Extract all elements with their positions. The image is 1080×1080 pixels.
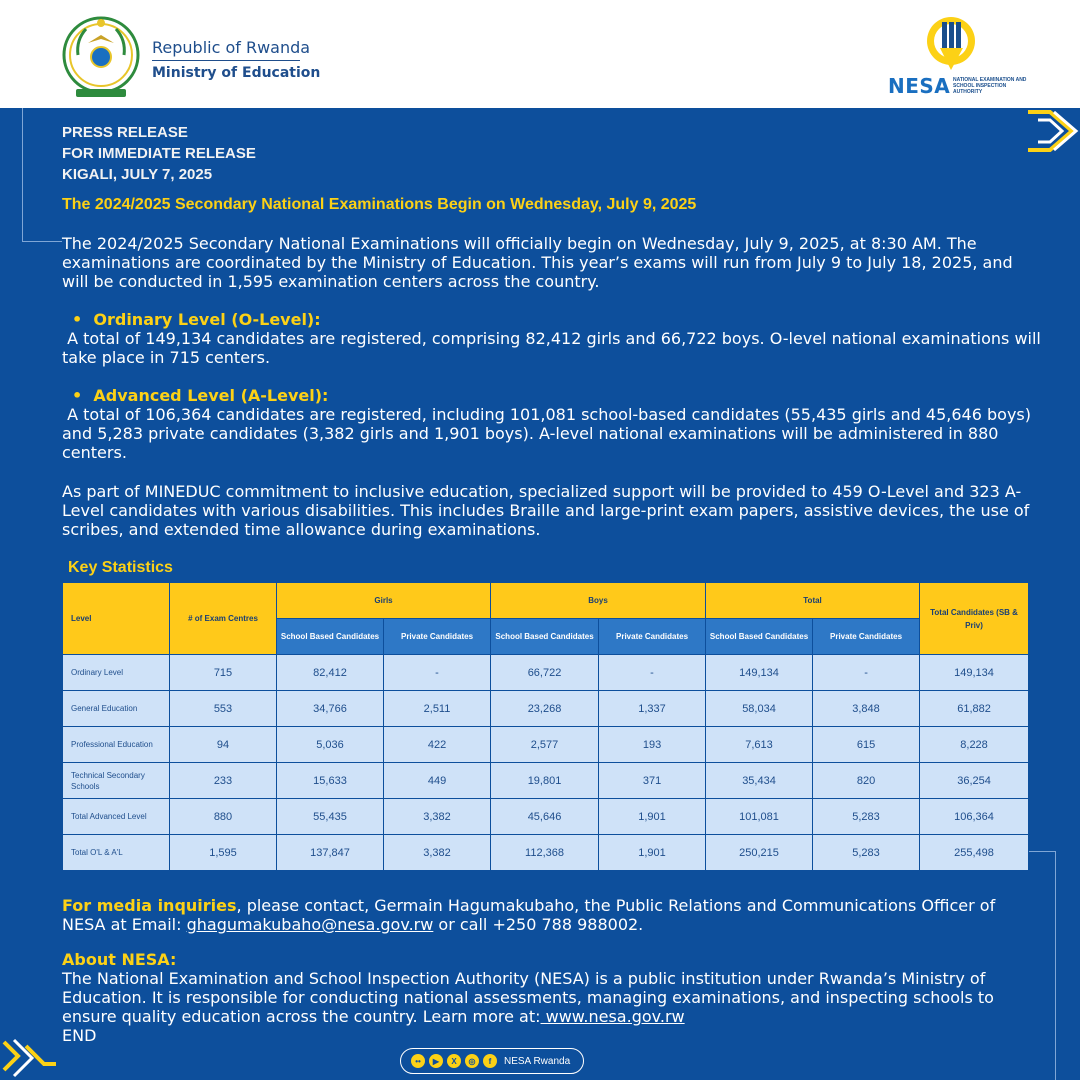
cell-boys-sb: 2,577 [491,727,599,763]
press-line: PRESS RELEASE [62,124,188,141]
cell-boys-priv: 193 [599,727,706,763]
youtube-icon[interactable]: ▶ [429,1054,443,1068]
media-label: For media inquiries [62,896,237,915]
ministry-text: Ministry of Education [152,65,321,81]
olevel-title-text: Ordinary Level (O-Level): [93,310,321,329]
rwanda-seal-icon [62,15,140,101]
cell-total-priv: 615 [813,727,920,763]
nesa-logo [886,14,1026,100]
cell-total-sb: 7,613 [706,727,813,763]
social-handle[interactable]: NESA Rwanda [504,1055,571,1067]
statistics-table [62,582,1029,871]
alevel-title-text: Advanced Level (A-Level): [93,386,329,405]
end-marker: END [62,1026,97,1045]
media-phone-text: or call +250 788 988002. [433,915,644,934]
cell-girls-priv: - [384,655,491,691]
cell-girls-priv: 3,382 [384,835,491,871]
cell-boys-priv: 1,337 [599,691,706,727]
table-row [63,727,1029,763]
cell-centres: 880 [170,799,277,835]
cell-boys-sb: 66,722 [491,655,599,691]
intro-paragraph: The 2024/2025 Secondary National Examinations will officially begin on Wednesday, July 9, 2025, at 8:30 AM. The examinations are coordinated by the Ministry of Education. This year’s exams will run from July 9 to July 18, 2025, and will be conducted in 1,595 examination centers across the country. [62,234,1013,291]
key-statistics-title: Key Statistics [68,559,173,576]
cell-girls-priv: 3,382 [384,799,491,835]
press-release-heading [62,122,256,185]
headline: The 2024/2025 Secondary National Examinations Begin on Wednesday, July 9, 2025 [62,196,697,213]
cell-total-priv: 5,283 [813,835,920,871]
ministry-title [152,38,320,81]
cell-total-candidates: 8,228 [920,727,1029,763]
cell-level: Professional Education [63,727,170,763]
instagram-icon[interactable]: ◎ [465,1054,479,1068]
olevel-title: • Ordinary Level (O-Level): [72,310,321,329]
table-row [63,835,1029,871]
col-header-total-candidates: Total Candidates (SB & Priv) [920,583,1029,655]
cell-girls-sb: 34,766 [277,691,384,727]
cell-total-sb: 35,434 [706,763,813,799]
frame-line [1028,851,1056,852]
cell-centres: 715 [170,655,277,691]
cell-total-candidates: 61,882 [920,691,1029,727]
cell-centres: 233 [170,763,277,799]
cell-girls-sb: 55,435 [277,799,384,835]
cell-total-candidates: 36,254 [920,763,1029,799]
cell-total-sb: 58,034 [706,691,813,727]
about-title: About NESA: [62,950,177,969]
header-bar [0,0,1080,108]
cell-girls-sb: 82,412 [277,655,384,691]
cell-boys-sb: 19,801 [491,763,599,799]
cell-total-candidates: 255,498 [920,835,1029,871]
republic-text: Republic of Rwanda [152,38,311,57]
cell-total-sb: 250,215 [706,835,813,871]
cell-girls-sb: 15,633 [277,763,384,799]
cell-boys-sb: 112,368 [491,835,599,871]
cell-level: Technical Secondary Schools [63,763,170,799]
media-inquiries [62,896,1042,934]
cell-boys-priv: 1,901 [599,835,706,871]
sub-header-sb: School Based Candidates [491,619,599,655]
cell-boys-sb: 45,646 [491,799,599,835]
alevel-text: A total of 106,364 candidates are registered, including 101,081 school-based candidates (55,435 girls and 45,646 boys) and 5,283 private candidates (3,382 girls and 1,901 boys). A-level national examinations will be administered in 880 centers. [62,405,1031,462]
cell-total-sb: 101,081 [706,799,813,835]
cell-total-priv: 820 [813,763,920,799]
alevel-paragraph [62,405,1042,462]
cell-total-candidates: 149,134 [920,655,1029,691]
cell-boys-priv: - [599,655,706,691]
cell-total-sb: 149,134 [706,655,813,691]
x-icon[interactable]: X [447,1054,461,1068]
cell-total-candidates: 106,364 [920,799,1029,835]
title-divider [152,60,300,61]
sub-header-sb: School Based Candidates [706,619,813,655]
table-row [63,655,1029,691]
col-header-centres: # of Exam Centres [170,583,277,655]
website-link[interactable]: www.nesa.gov.rw [540,1007,685,1026]
facebook-icon[interactable]: f [483,1054,497,1068]
cell-boys-priv: 1,901 [599,799,706,835]
nesa-wordmark: NESA [888,74,951,98]
cell-girls-priv: 422 [384,727,491,763]
cell-girls-sb: 137,847 [277,835,384,871]
social-links-bar [400,1048,584,1074]
about-text: The National Examination and School Inspection Authority (NESA) is a public institution under Rwanda’s Ministry of Education. It is responsible for conducting national assessments, managing examinations, and inspecting schools to ensure quality education across the country. Learn more at: [62,969,994,1026]
olevel-paragraph [62,329,1042,367]
cell-girls-priv: 449 [384,763,491,799]
email-link[interactable]: ghagumakubaho@nesa.gov.rw [186,915,434,934]
corner-chevron-icon [1024,108,1080,154]
pencil-badge-icon [924,14,978,72]
frame-line [22,241,62,242]
frame-line [1055,851,1056,1080]
cell-girls-sb: 5,036 [277,727,384,763]
press-line: KIGALI, JULY 7, 2025 [62,166,213,183]
col-header-boys: Boys [491,583,706,619]
olevel-text: A total of 149,134 candidates are registered, comprising 82,412 girls and 66,722 boys. O-level national examinations will take place in 715 centers. [62,329,1041,367]
cell-total-priv: 5,283 [813,799,920,835]
table-row [63,691,1029,727]
frame-line [22,108,23,241]
cell-boys-priv: 371 [599,763,706,799]
alevel-title: • Advanced Level (A-Level): [72,386,329,405]
cell-total-priv: - [813,655,920,691]
corner-chevron-icon [0,1036,60,1080]
table-row [63,763,1029,799]
col-header-girls: Girls [277,583,491,619]
inclusive-paragraph: As part of MINEDUC commitment to inclusive education, specialized support will be provided to 459 O-Level and 323 A-Level candidates with various disabilities. This includes Braille and large-print exam papers, assistive devices, the use of scribes, and extended time allowance during examinations. [62,482,1030,539]
sub-header-priv: Private Candidates [599,619,706,655]
media-text: , please contact, Germain Hagumakubaho, the Public Relations and Communications Officer of NESA at Email: [62,896,996,934]
sub-header-priv: Private Candidates [384,619,491,655]
press-line: FOR IMMEDIATE RELEASE [62,145,256,162]
cell-centres: 553 [170,691,277,727]
col-header-total: Total [706,583,920,619]
sub-header-priv: Private Candidates [813,619,920,655]
nesa-subtitle: NATIONAL EXAMINATION AND SCHOOL INSPECTION AUTHORITY [953,77,1027,95]
about-paragraph [62,969,1042,1045]
cell-girls-priv: 2,511 [384,691,491,727]
cell-centres: 1,595 [170,835,277,871]
cell-level: Total Advanced Level [63,799,170,835]
cell-level: Total O'L & A'L [63,835,170,871]
cell-centres: 94 [170,727,277,763]
cell-boys-sb: 23,268 [491,691,599,727]
cell-level: Ordinary Level [63,655,170,691]
col-header-level: Level [63,583,170,655]
cell-level: General Education [63,691,170,727]
sub-header-sb: School Based Candidates [277,619,384,655]
cell-total-priv: 3,848 [813,691,920,727]
flickr-icon[interactable]: •• [411,1054,425,1068]
table-row [63,799,1029,835]
